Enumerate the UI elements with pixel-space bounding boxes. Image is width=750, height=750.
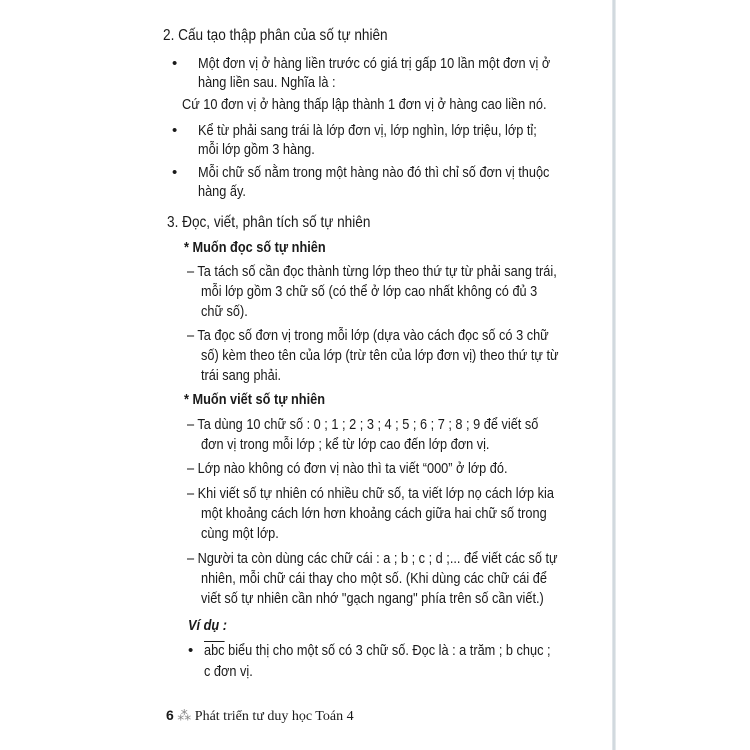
section-3-heading: 3. Đọc, viết, phân tích số tự nhiên xyxy=(167,214,371,231)
paragraph-line: – Ta dùng 10 chữ số : 0 ; 1 ; 2 ; 3 ; 4 ; 5 ; 6 ; 7 ; 8 ; 9 để viết số xyxy=(187,416,539,433)
paragraph-line: nhiên, mỗi chữ cái thay cho một số. (Khi dùng các chữ cái để xyxy=(201,570,547,587)
paragraph-line: – Người ta còn dùng các chữ cái : a ; b ; c ; d ;... để viết các số tự xyxy=(187,550,558,567)
paragraph-line: Một đơn vị ở hàng liền trước có giá trị gấp 10 lần một đơn vị ở xyxy=(198,55,551,72)
paragraph-line: hàng ấy. xyxy=(198,183,246,200)
paragraph-line: Kể từ phải sang trái là lớp đơn vị, lớp nghìn, lớp triệu, lớp tỉ; xyxy=(198,122,537,139)
overlined-number-symbol: $\overline{abc}$ xyxy=(204,642,225,659)
paragraph-line: – Khi viết số tự nhiên có nhiều chữ số, ta viết lớp nọ cách lớp kia xyxy=(187,485,554,502)
paragraph-line: chữ số). xyxy=(201,303,248,320)
paragraph-line: mỗi lớp gồm 3 hàng. xyxy=(198,141,315,158)
paragraph-line: trái sang phải. xyxy=(201,367,282,384)
paragraph-line: hàng liền sau. Nghĩa là : xyxy=(198,74,336,91)
page-edge xyxy=(612,0,616,750)
section-2-heading: 2. Cấu tạo thập phân của số tự nhiên xyxy=(163,27,388,44)
page-footer xyxy=(166,707,354,725)
paragraph-line: mỗi lớp gồm 3 chữ số (có thể ở lớp cao nhất không có đủ 3 xyxy=(201,283,538,300)
example-line: c đơn vị. xyxy=(204,663,253,680)
paragraph-line: đơn vị trong mỗi lớp ; kể từ lớp cao đến lớp đơn vị. xyxy=(201,436,490,453)
bullet-icon: • xyxy=(172,55,178,72)
paragraph-line: Mỗi chữ số nằm trong một hàng nào đó thì chỉ số đơn vị thuộc xyxy=(198,164,550,181)
example-text: biểu thị cho một số có 3 chữ số. Đọc là : a trăm ; b chục ; xyxy=(224,642,551,659)
example-line xyxy=(204,642,551,660)
footer-ornament-icon: ⁂ xyxy=(177,709,192,724)
paragraph-line: – Lớp nào không có đơn vị nào thì ta viết “000” ở lớp đó. xyxy=(187,460,508,477)
bullet-icon: • xyxy=(188,642,194,659)
write-subheading: * Muốn viết số tự nhiên xyxy=(184,391,325,408)
bullet-icon: • xyxy=(172,164,178,181)
example-label: Ví dụ : xyxy=(188,617,227,634)
paragraph-line: – Ta đọc số đơn vị trong mỗi lớp (dựa vào cách đọc số có 3 chữ xyxy=(187,327,549,344)
paragraph-line: một khoảng cách lớn hơn khoảng cách giữa hai chữ số trong xyxy=(201,505,547,522)
paragraph-line: số) kèm theo tên của lớp (trừ tên của lớp đơn vị) theo thứ tự từ xyxy=(201,347,559,364)
paragraph-line: Cứ 10 đơn vị ở hàng thấp lập thành 1 đơn vị ở hàng cao liền nó. xyxy=(182,96,547,113)
paragraph-line: viết số tự nhiên cần nhớ "gạch ngang" phía trên số cần viết.) xyxy=(201,590,544,607)
book-title: Phát triển tư duy học Toán 4 xyxy=(194,709,354,724)
read-subheading: * Muốn đọc số tự nhiên xyxy=(184,239,326,256)
paragraph-line: – Ta tách số cần đọc thành từng lớp theo thứ tự từ phải sang trái, xyxy=(187,263,557,280)
bullet-icon: • xyxy=(172,122,178,139)
paragraph-line: cùng một lớp. xyxy=(201,525,279,542)
page-number: 6 xyxy=(166,707,174,723)
